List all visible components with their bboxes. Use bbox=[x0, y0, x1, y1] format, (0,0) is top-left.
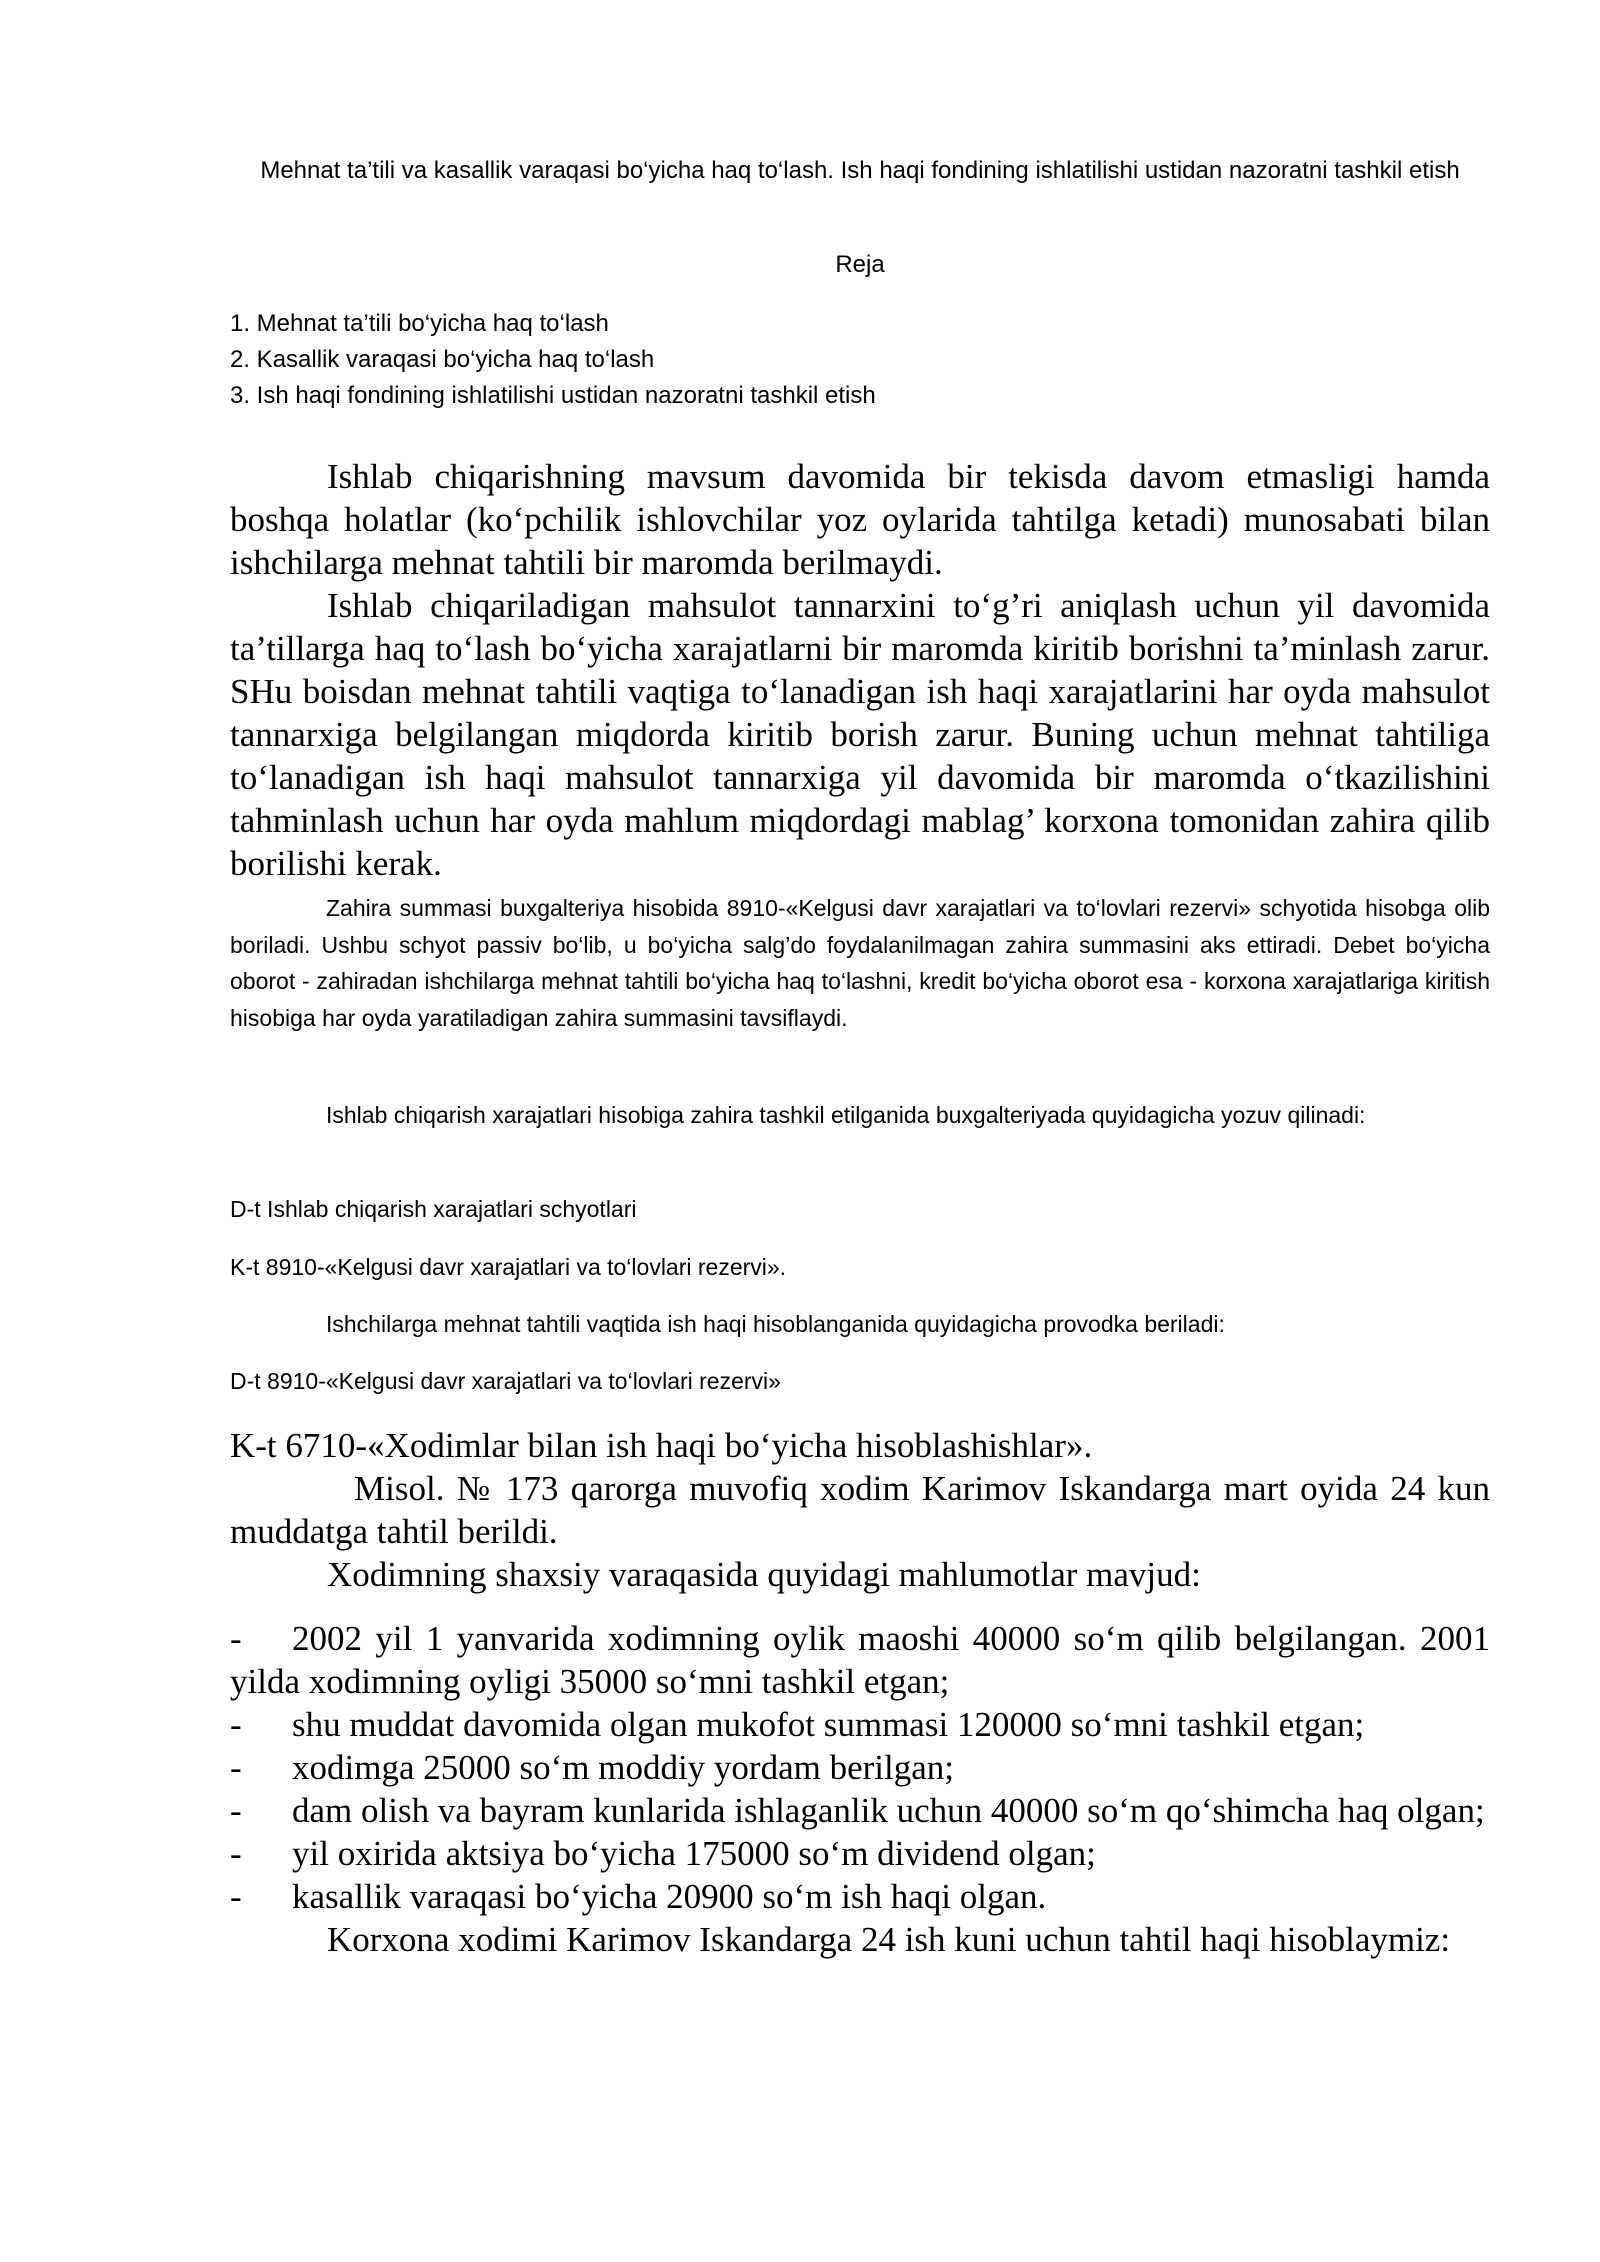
paragraph-personal-card: Xodimning shaxsiy varaqasida quyidagi mahlumotlar mavjud: bbox=[327, 1555, 1201, 1594]
list-item bbox=[230, 1703, 1490, 1746]
entry-debit-production: D-t Ishlab chiqarish xarajatlari schyotlari bbox=[230, 1196, 637, 1222]
entry-credit-reserve: K-t 8910-«Kelgusi davr xarajatlari va to‘lovlari rezervi». bbox=[230, 1254, 787, 1280]
paragraph-example: Misol. № 173 qarorga muvofiq xodim Karimov Iskandarga mart oyida 24 kun muddatga tahtil berildi. bbox=[230, 1469, 1490, 1551]
bullet-dash: - bbox=[230, 1748, 242, 1787]
document-title: Mehnat ta’tili va kasallik varaqasi bo‘yicha haq to‘lash. Ish haqi fondining ishlatilishi ustidan nazoratni tashkil etish bbox=[260, 157, 1460, 184]
bullet-dash: - bbox=[230, 1705, 242, 1744]
plan-list bbox=[230, 306, 1490, 414]
plan-item: 1. Mehnat ta’tili bo‘yicha haq to‘lash bbox=[230, 310, 609, 337]
list-item bbox=[230, 1617, 1490, 1703]
plan-heading: Reja bbox=[835, 251, 885, 278]
bullet-dash: - bbox=[230, 1834, 242, 1873]
list-item-text: yil oxirida aktsiya bo‘yicha 175000 so‘m dividend olgan; bbox=[292, 1834, 1096, 1873]
bullet-dash: - bbox=[230, 1877, 242, 1916]
paragraph-reserve-account: Zahira summasi buxgalteriya hisobida 8910-«Kelgusi davr xarajatlari va to‘lovlari rezervi» schyotida hisobga olib boriladi. Ushbu schyot passiv bo‘lib, u bo‘yicha salg’do foydalanilmagan zahira summasini aks ettiradi. Debet bo‘yicha oborot - zahiradan ishchilarga mehnat tahtili bo‘yicha haq to‘lashni, kredit bo‘yicha oborot esa - korxona xarajatlariga kiritish hisobiga har oyda yaratiladigan zahira summasini tavsiflaydi. bbox=[230, 895, 1490, 1031]
paragraph-cost-allocation: Ishlab chiqariladigan mahsulot tannarxini to‘g’ri aniqlash uchun yil davomida ta’tillarga haq to‘lash bo‘yicha xarajatlarni bir maromda kiritib borishni ta’minlash zarur. SHu boisdan mehnat tahtili vaqtiga to‘lanadigan ish haqi xarajatlarini har oyda mahsulot tannarxiga belgilangan miqdorda kiritib borish zarur. Buning uchun mehnat tahtiliga to‘lanadigan ish haqi mahsulot tannarxiga yil davomida bir maromda o‘tkazilishini tahminlash uchun har oyda mahlum miqdordagi mablag’ korxona tomonidan zahira qilib borilishi kerak. bbox=[230, 586, 1490, 883]
plan-item: 3. Ish haqi fondining ishlatilishi ustidan nazoratni tashkil etish bbox=[230, 382, 876, 409]
list-item-text: kasallik varaqasi bo‘yicha 20900 so‘m ish haqi olgan. bbox=[292, 1877, 1047, 1916]
list-item-text: dam olish va bayram kunlarida ishlaganlik uchun 40000 so‘m qo‘shimcha haq olgan; bbox=[292, 1791, 1485, 1830]
paragraph-entry-intro: Ishlab chiqarish xarajatlari hisobiga zahira tashkil etilganida buxgalteriyada quyidagicha yozuv qilinadi: bbox=[326, 1102, 1366, 1128]
list-item-text: xodimga 25000 so‘m moddiy yordam berilgan; bbox=[292, 1748, 954, 1787]
entry-debit-reserve: D-t 8910-«Kelgusi davr xarajatlari va to‘lovlari rezervi» bbox=[230, 1368, 781, 1394]
bullet-dash: - bbox=[230, 1619, 242, 1658]
list-item-text: 2002 yil 1 yanvarida xodimning oylik maoshi 40000 so‘m qilib belgilangan. 2001 yilda xodimning oyligi 35000 so‘mni tashkil etgan; bbox=[230, 1619, 1490, 1701]
list-item bbox=[230, 1789, 1490, 1832]
plan-item: 2. Kasallik varaqasi bo‘yicha haq to‘lash bbox=[230, 346, 655, 373]
entry-credit-payroll: K-t 6710-«Xodimlar bilan ish haqi bo‘yicha hisoblashishlar». bbox=[230, 1426, 1093, 1465]
list-item-text: shu muddat davomida olgan mukofot summasi 120000 so‘mni tashkil etgan; bbox=[292, 1705, 1365, 1744]
list-item bbox=[230, 1832, 1490, 1875]
employee-data-list bbox=[230, 1617, 1490, 1918]
bullet-dash: - bbox=[230, 1791, 242, 1830]
list-item bbox=[230, 1746, 1490, 1789]
paragraph-provodka-intro: Ishchilarga mehnat tahtili vaqtida ish haqi hisoblanganida quyidagicha provodka beriladi: bbox=[326, 1311, 1225, 1337]
paragraph-intro: Ishlab chiqarishning mavsum davomida bir tekisda davom etmasligi hamda boshqa holatlar (ko‘pchilik ishlovchilar yoz oylarida tahtilga ketadi) munosabati bilan ishchilarga mehnat tahtili bir maromda berilmaydi. bbox=[230, 457, 1490, 582]
paragraph-calculation: Korxona xodimi Karimov Iskandarga 24 ish kuni uchun tahtil haqi hisoblaymiz: bbox=[327, 1920, 1451, 1959]
list-item bbox=[230, 1875, 1490, 1918]
